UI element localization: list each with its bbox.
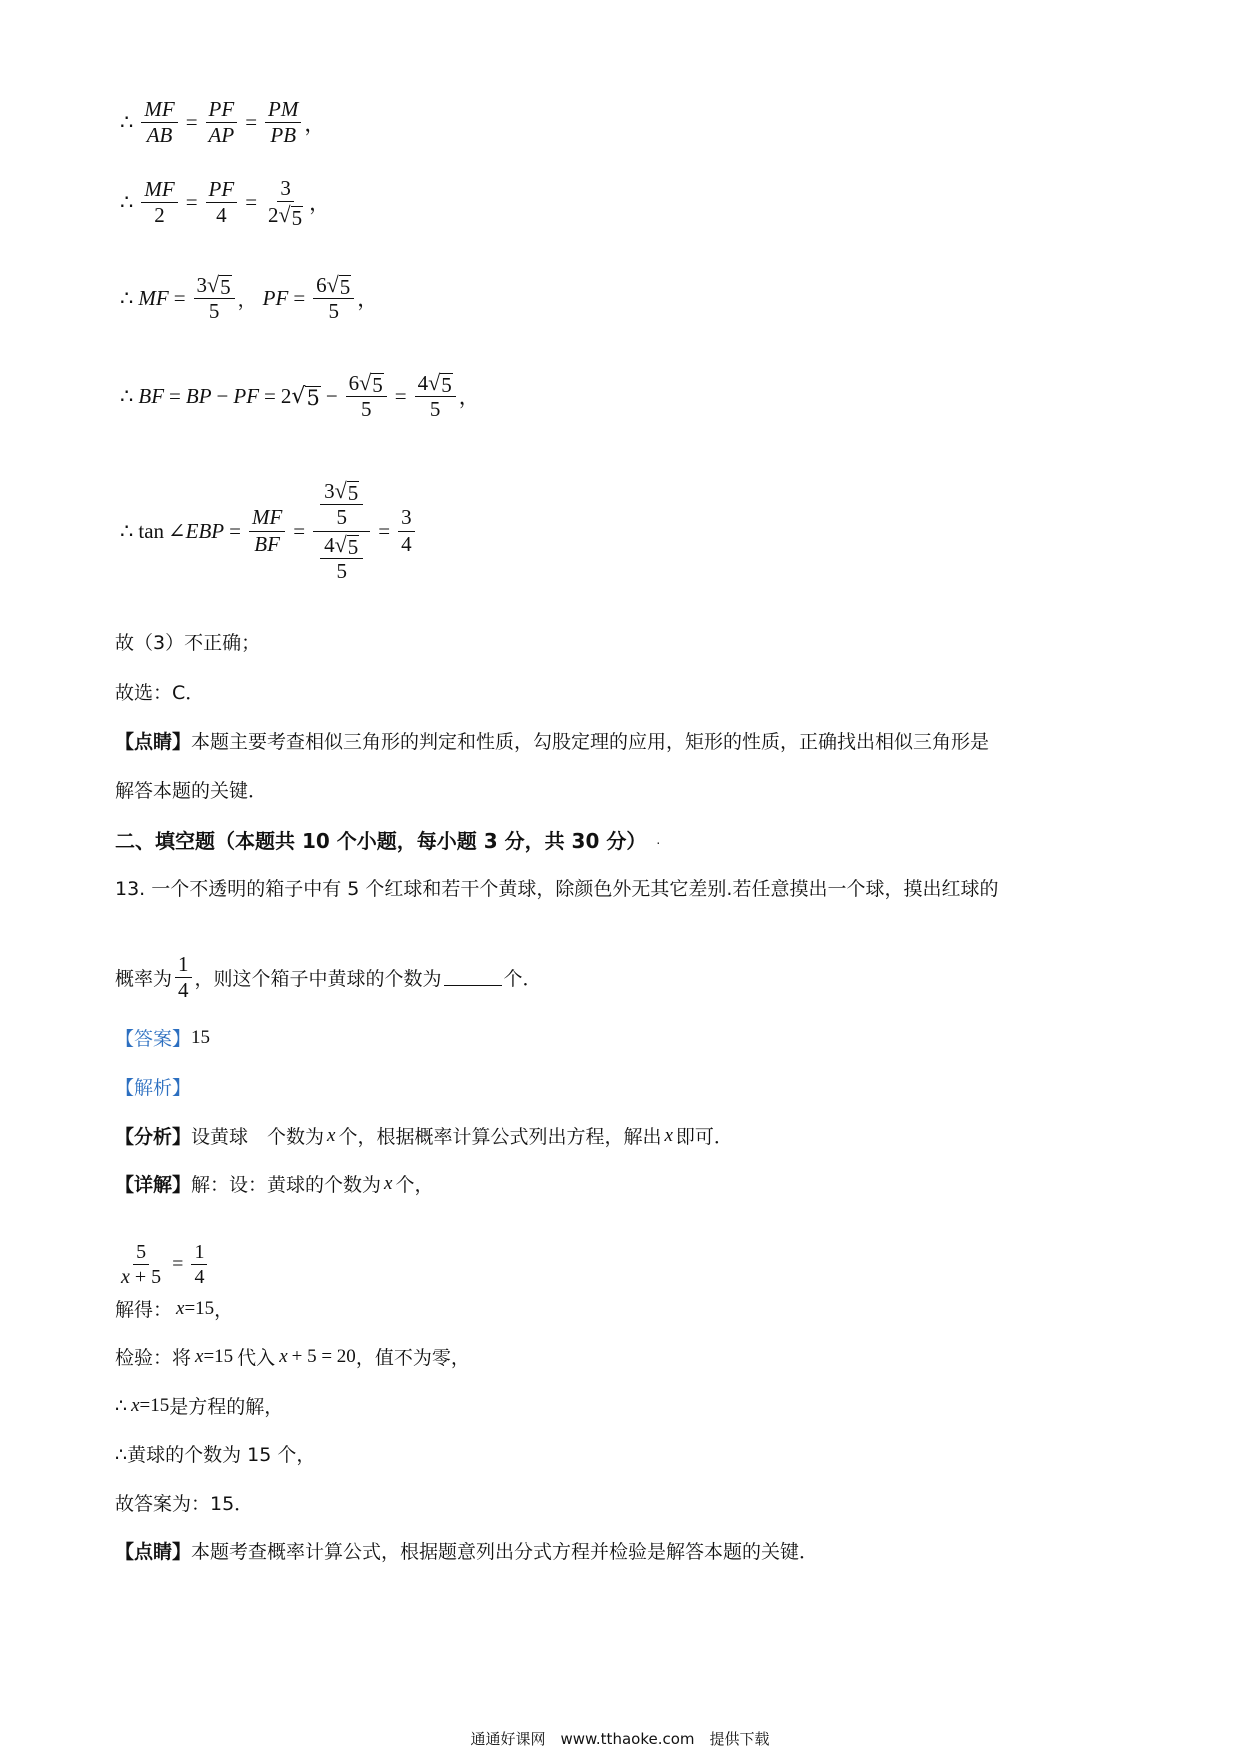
solve-line: 解得： x =15 ， bbox=[115, 1297, 234, 1321]
yellow-count-line: ∴黄球的个数为 15 个， bbox=[115, 1444, 316, 1466]
equation-probability: $\frac{5}{x + 5}$ = $\frac{1}{4}$ bbox=[115, 1240, 210, 1289]
equation-tan: ∴ tan ∠EBP = $\frac{MF}{BF}$ = 3 √ 5 5 4 √ 5 5 = $\frac{3}{4}$ bbox=[115, 478, 418, 584]
analysis-tag: 【解析】 bbox=[115, 1077, 192, 1099]
answer-line: 【答案】 15 bbox=[115, 1026, 211, 1050]
xiangjie-line: 【详解】 解：设：黄球的个数为 x 个， bbox=[115, 1172, 434, 1196]
is-solution-line: ∴ x =15 是方程的解， bbox=[115, 1394, 284, 1418]
question-13: 13. 一个不透明的箱子中有 5 个红球和若干个黄球，除颜色外无其它差别.若任意摸出一个球，摸出红球的 bbox=[115, 878, 999, 900]
equation-ratio-2: ∴ $\frac{MF}{2}$ = $\frac{PF}{4}$ = 3 2 √ 5 ， bbox=[120, 176, 331, 230]
choice-line: 故选：C． bbox=[115, 682, 205, 704]
answer-blank bbox=[444, 969, 502, 986]
check-line: 检验：将 x =15 代入 x + 5 = 20 ，值不为零， bbox=[115, 1345, 470, 1369]
comment-1: 【点睛】 本题主要考查相似三角形的判定和性质，勾股定理的应用，矩形的性质，正确找出相似三角形是 bbox=[115, 731, 990, 753]
equation-bf: ∴ BF = BP − PF = 2 √ 5 − 6 √ 5 5 = 4 √ 5 5 ， bbox=[120, 370, 480, 422]
section-title: 二、填空题（本题共 10 个小题，每小题 3 分，共 30 分） . bbox=[115, 829, 661, 853]
footer: 通通好课网 www.tthaoke.com 提供下载 bbox=[470, 1730, 770, 1748]
comment-1-cont: 解答本题的关键． bbox=[115, 780, 268, 802]
equation-ratio-1: ∴ $\frac{MF}{AB}$ = $\frac{PF}{AP}$ = $\frac{PM}{PB}$ ， bbox=[120, 97, 326, 148]
fenxi-line: 【分析】 设黄球 个数为 x 个，根据概率计算公式列出方程，解出 x 即可． bbox=[115, 1124, 733, 1148]
question-13-cont: 概率为 $\frac{1}{4}$ ，则这个箱子中黄球的个数为 个． bbox=[115, 952, 542, 1003]
equation-mf-pf: ∴ MF = 3 √ 5 5 ， PF = 6 √ 5 5 ， bbox=[120, 272, 379, 324]
comment-2: 【点睛】 本题考查概率计算公式，根据题意列出分式方程并检验是解答本题的关键． bbox=[115, 1541, 819, 1563]
final-answer-line: 故答案为：15． bbox=[115, 1493, 254, 1515]
conclusion-line: 故（3）不正确； bbox=[115, 632, 261, 654]
